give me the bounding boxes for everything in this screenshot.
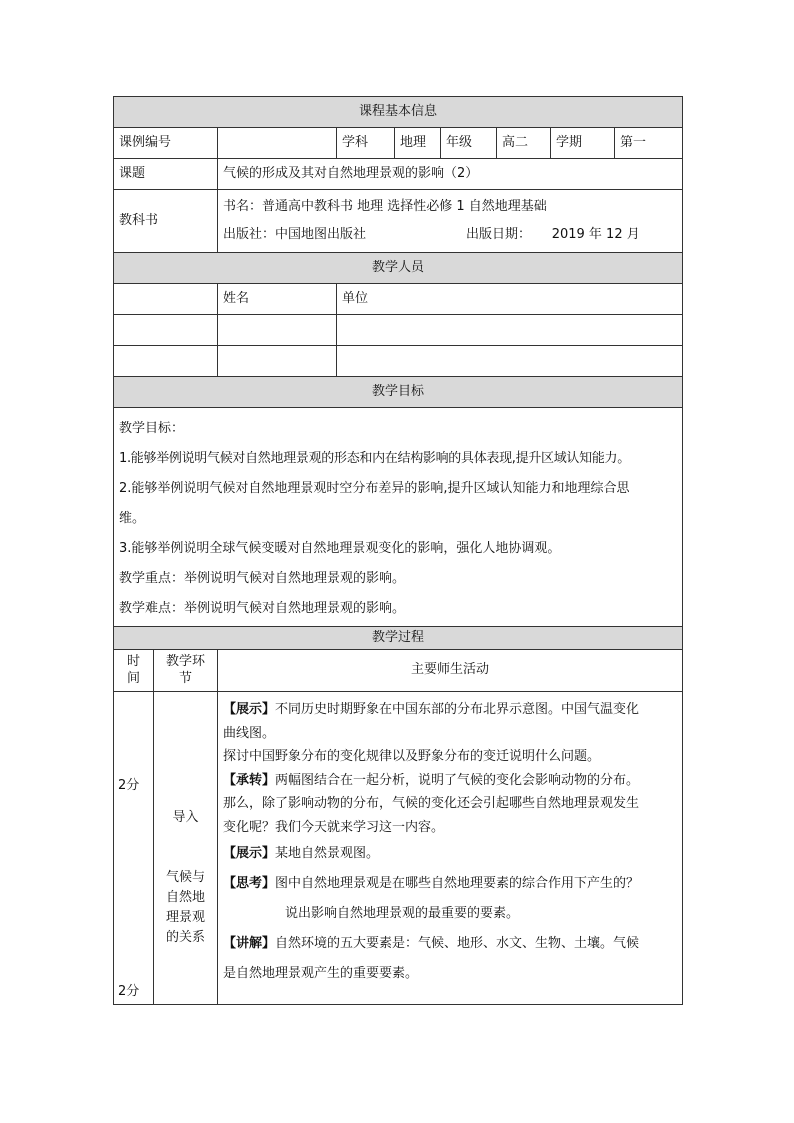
- time-value: 2分: [118, 984, 140, 999]
- activity-text: 两幅图结合在一起分析，说明了气候的变化会影响动物的分布。: [275, 772, 640, 788]
- activity-text: 说出影响自然地理景观的最重要的要素。: [285, 906, 520, 921]
- process-heading: 教学过程: [114, 627, 683, 650]
- staff-unit-cell: [337, 346, 683, 377]
- activity-text: 是自然地理景观产生的重要要素。: [223, 966, 419, 981]
- stage-header-line: 节: [178, 670, 192, 686]
- staff-blank-header: [114, 284, 218, 315]
- activity-tag: 【思考】: [223, 876, 276, 891]
- course-info-heading: 课程基本信息: [114, 97, 683, 128]
- staff-heading: 教学人员: [114, 253, 683, 284]
- lesson-plan-table: [113, 96, 683, 1005]
- topic-value: 气候的形成及其对自然地理景观的影响（2）: [218, 159, 683, 190]
- activity-line: [223, 929, 677, 959]
- time-header-line: 间: [126, 670, 140, 686]
- activity-line: [223, 769, 677, 793]
- case-number-label: 课例编号: [114, 128, 218, 159]
- time-value: 2分: [118, 778, 140, 793]
- lesson-plan-sheet: [113, 96, 682, 1005]
- objective-line: 教学目标：: [119, 421, 185, 436]
- activity-cell: [218, 692, 683, 1005]
- stage-climate-landscape: [154, 868, 217, 948]
- grade-value: 高二: [497, 128, 551, 159]
- staff-name-cell: [218, 315, 337, 346]
- staff-unit-cell: [337, 315, 683, 346]
- objective-line: 维。: [119, 511, 146, 526]
- stage-line: 的关系: [165, 930, 205, 945]
- difficulty-line: 教学难点：举例说明气候对自然地理景观的影响。: [119, 601, 406, 616]
- stage-line: 理景观: [165, 910, 205, 925]
- time-cell: [114, 692, 154, 1005]
- topic-label: 课题: [114, 159, 218, 190]
- objective-line: 2.能够举例说明气候对自然地理景观时空分布差异的影响,提升区域认知能力和地理综合思: [119, 481, 630, 496]
- activity-tag: 【展示】: [223, 702, 276, 717]
- activity-header: 主要师生活动: [218, 650, 683, 692]
- activity-text: 不同历史时期野象在中国东部的分布北界示意图。中国气温变化: [275, 702, 640, 717]
- activity-text: 那么，除了影响动物的分布，气候的变化还会引起哪些自然地理景观发生: [223, 796, 640, 811]
- time-header: [114, 650, 154, 692]
- time-header-line: 时: [126, 654, 140, 670]
- staff-unit-header: 单位: [337, 284, 683, 315]
- staff-name-header: 姓名: [218, 284, 337, 315]
- stage-line: 气候与: [165, 870, 205, 885]
- objectives-body: [114, 408, 683, 627]
- activity-line: [223, 792, 677, 816]
- activity-line: [223, 816, 677, 840]
- textbook-label: 教科书: [114, 190, 218, 253]
- activity-line: [223, 698, 677, 722]
- activity-line: [223, 722, 677, 746]
- activity-text: 图中自然地理景观是在哪些自然地理要素的综合作用下产生的？: [275, 876, 640, 891]
- staff-row-label: [114, 315, 218, 346]
- textbook-info: [218, 190, 683, 253]
- activity-text: 变化呢？我们今天就来学习这一内容。: [223, 819, 445, 835]
- activity-line: [223, 959, 677, 989]
- grade-label: 年级: [441, 128, 497, 159]
- activity-line: [223, 839, 677, 869]
- activity-tag: 【承转】: [223, 772, 276, 788]
- pub-date-label: 出版日期：: [466, 227, 532, 242]
- activity-text: 自然环境的五大要素是：气候、地形、水文、生物、土壤。气候: [275, 936, 640, 951]
- publisher-line: [223, 221, 677, 249]
- activity-tag: 【展示】: [223, 846, 276, 861]
- activity-text: 探讨中国野象分布的变化规律以及野象分布的变迁说明什么问题。: [223, 749, 601, 764]
- activity-line: [223, 899, 677, 929]
- activity-tag: 【讲解】: [223, 936, 276, 951]
- semester-label: 学期: [551, 128, 615, 159]
- key-point-line: 教学重点：举例说明气候对自然地理景观的影响。: [119, 571, 406, 586]
- activity-text: 曲线图。: [223, 725, 276, 741]
- subject-label: 学科: [337, 128, 395, 159]
- activity-text: 某地自然景观图。: [275, 846, 380, 861]
- stage-cell: [154, 692, 218, 1005]
- objectives-heading: 教学目标: [114, 377, 683, 408]
- objective-line: 1.能够举例说明气候对自然地理景观的形态和内在结构影响的具体表现,提升区域认知能力。: [119, 451, 630, 466]
- pub-date-value: 2019 年 12 月: [551, 227, 640, 242]
- staff-row-label: [114, 346, 218, 377]
- publisher: 出版社：中国地图出版社: [223, 227, 367, 242]
- semester-value: 第一: [615, 128, 683, 159]
- book-line: 书名：普通高中教科书 地理 选择性必修 1 自然地理基础: [223, 199, 547, 214]
- case-number-value: [218, 128, 337, 159]
- objective-line: 3.能够举例说明全球气候变暖对自然地理景观变化的影响，强化人地协调观。: [119, 541, 561, 556]
- activity-line: [223, 745, 677, 769]
- stage-header: [154, 650, 218, 692]
- stage-intro: 导入: [172, 810, 199, 825]
- stage-line: 自然地: [165, 890, 205, 905]
- staff-name-cell: [218, 346, 337, 377]
- stage-header-line: 教学环: [165, 654, 205, 670]
- activity-line: [223, 869, 677, 899]
- subject-value: 地理: [395, 128, 441, 159]
